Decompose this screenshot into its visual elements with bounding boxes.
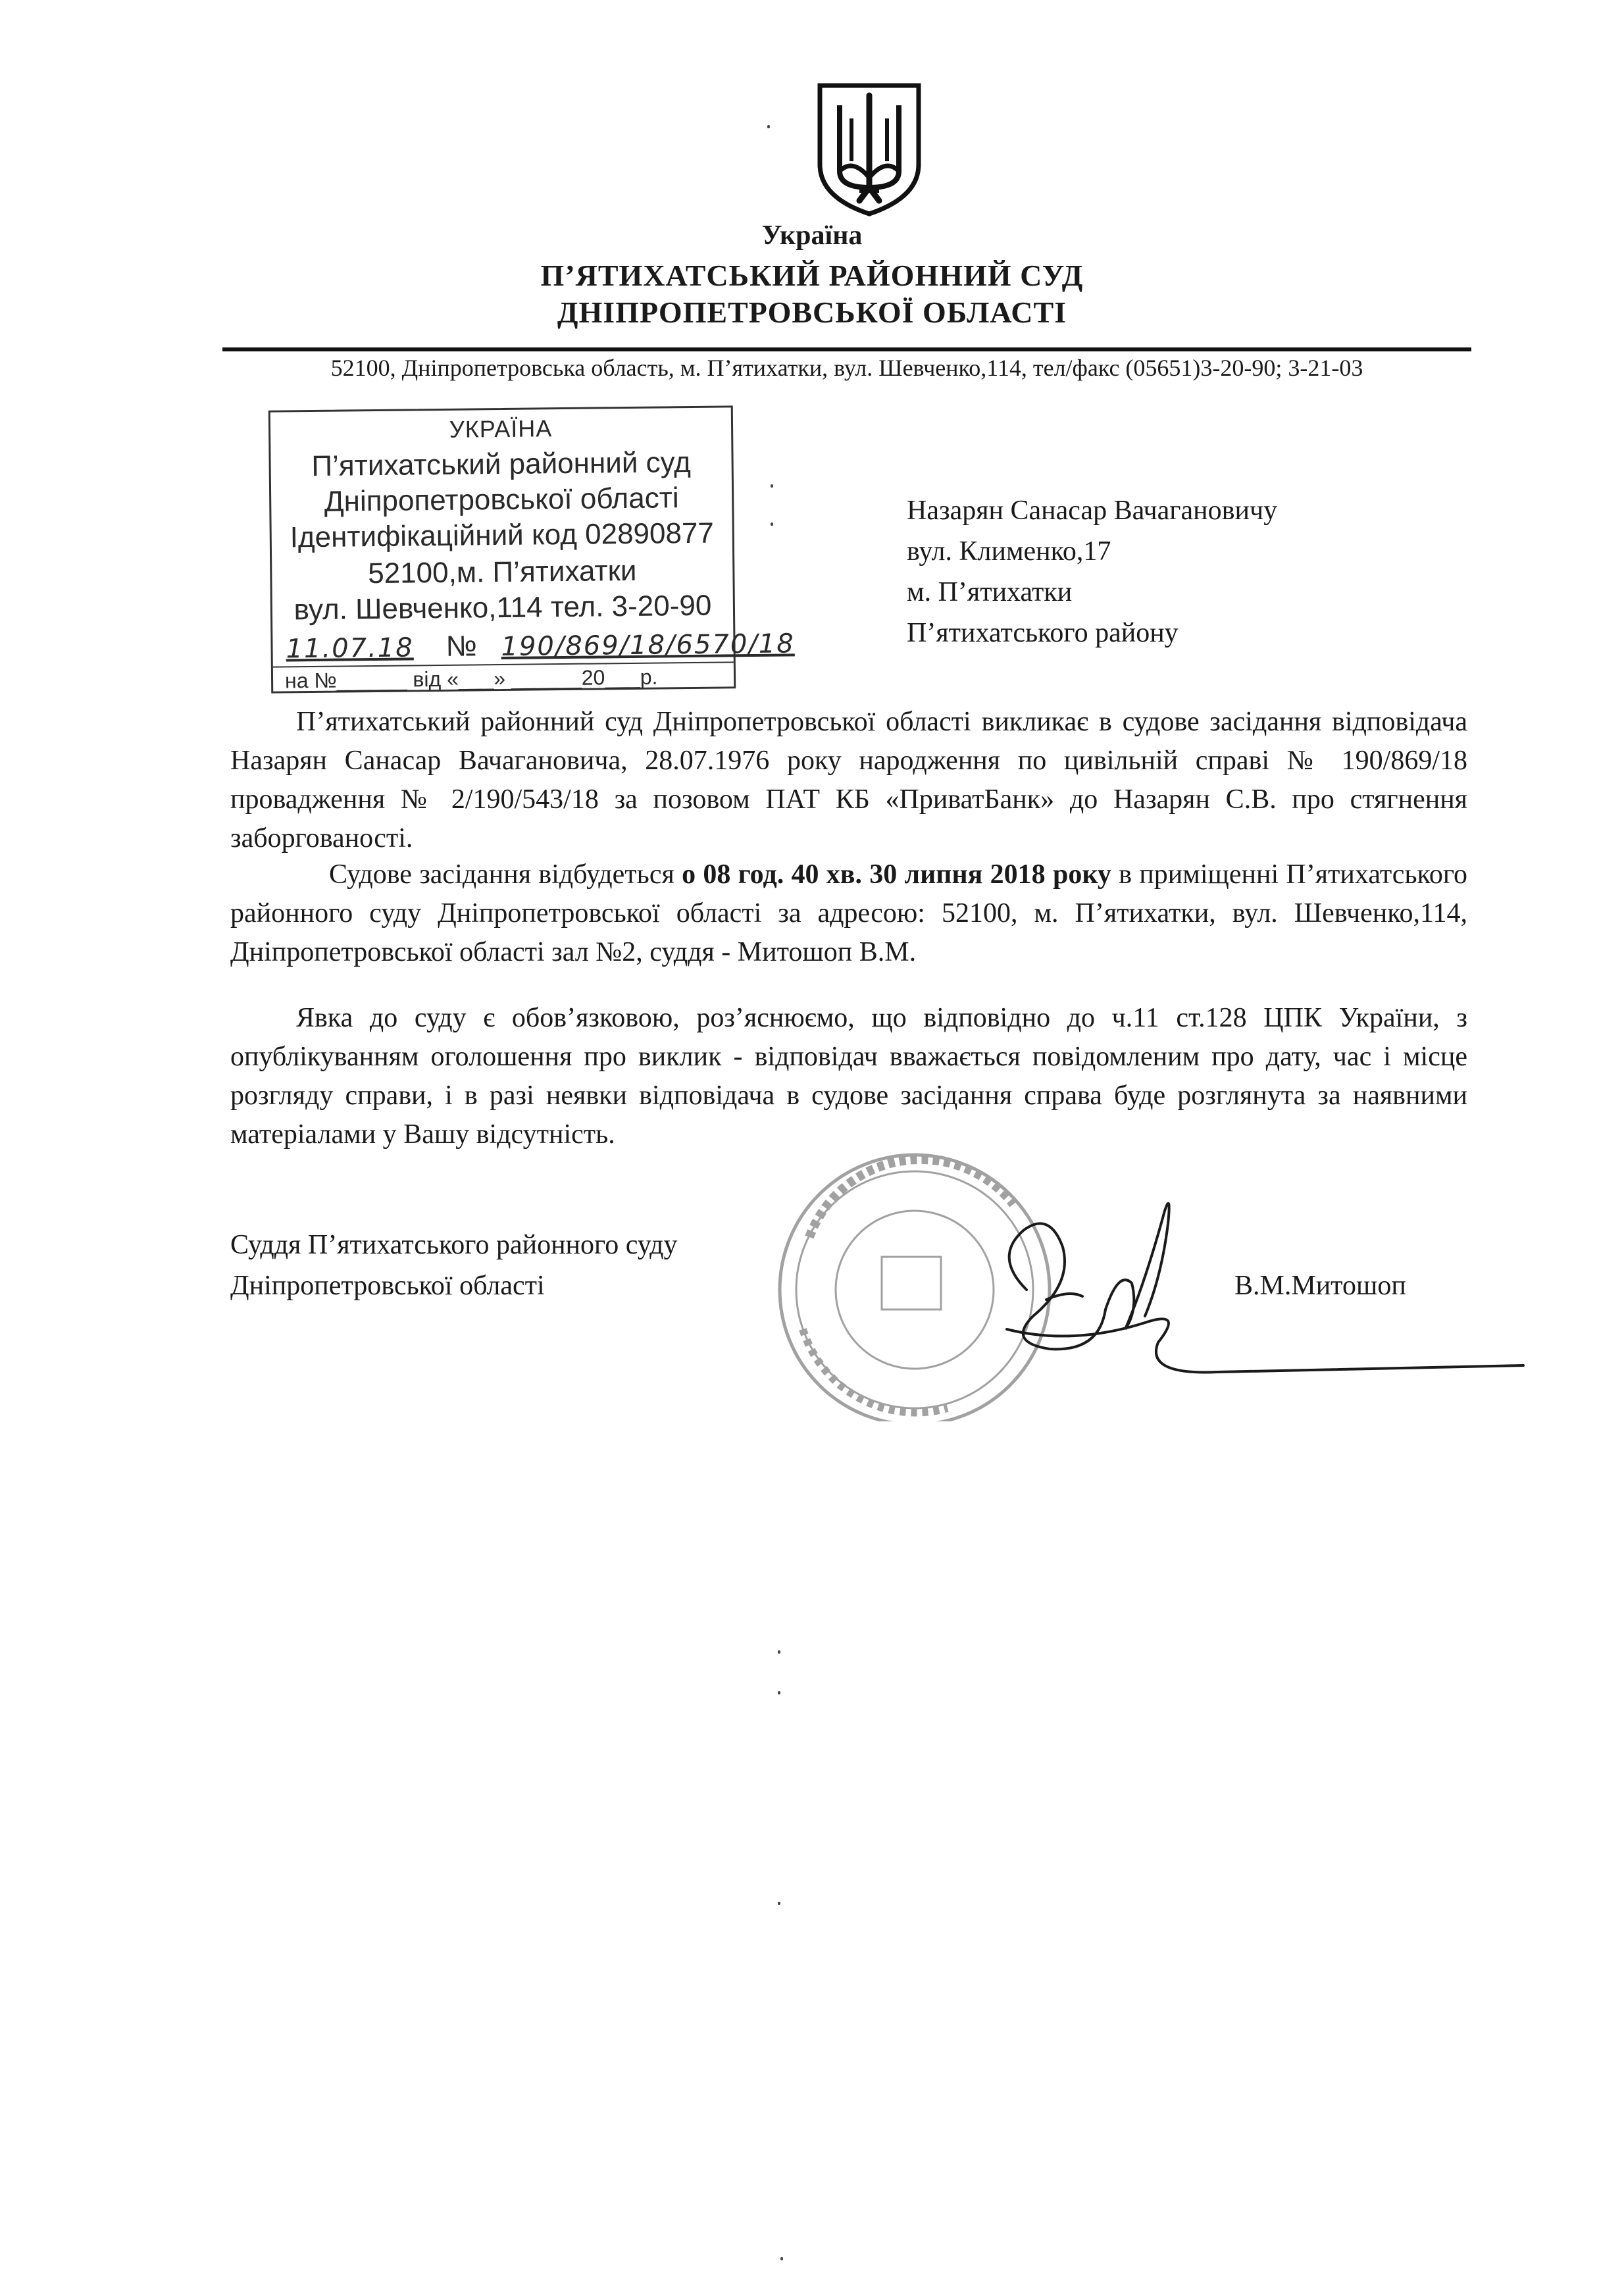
addressee-name: Назарян Санасар Вачагановичу <box>907 496 1278 526</box>
stamp-line: вул. Шевченко,114 тел. 3-20-90 <box>293 589 712 626</box>
stamp-line: П’ятихатський районний суд <box>311 445 692 483</box>
scan-speck <box>778 1691 780 1694</box>
body-paragraph: П’ятихатський районний суд Дніпропетровської області викликає в судове засідання відповідача Назарян Санасар Вачагановича, 28.07.1976 року народження по цивільній справі № 190/869/18 провадження № 2/190/543/18 за позовом ПАТ КБ «ПриватБанк» до Назарян С.В. про стягнення заборгованості. <box>230 707 1467 853</box>
stamp-reg-no-label: № <box>445 630 478 663</box>
stamp-line: УКРАЇНА <box>449 415 553 443</box>
registration-stamp <box>268 405 795 693</box>
header-divider <box>222 347 1471 351</box>
body-paragraph: Явка до суду є обов’язковою, роз’яснюємо, що відповідно до ч.11 ст.128 ЦПК України, з опублікуванням оголошення про виклик - відповідач вважається повідомленим про дату, час і місце розгляду справи, і в разі неявки відповідача в судове засідання справа буде розглянута за наявними матеріалами у Вашу відсутність. <box>230 1003 1467 1150</box>
country-heading: Україна <box>761 220 863 251</box>
hearing-datetime: о 08 год. 40 хв. 30 липня 2018 року <box>682 859 1111 890</box>
stamp-registration-line <box>286 627 795 665</box>
scan-speck <box>780 2257 783 2260</box>
scan-speck <box>767 125 770 128</box>
court-name-line2: ДНІПРОПЕТРОВСЬКОЇ ОБЛАСТІ <box>557 295 1067 329</box>
coat-of-arms-icon <box>813 79 925 217</box>
stamp-line: Дніпропетровської області <box>324 482 679 518</box>
signature-title-line1: Суддя П’ятихатського районного суду <box>230 1230 678 1260</box>
hearing-intro-text: Судове засідання відбудеться <box>329 859 682 890</box>
handwritten-signature <box>908 1184 1527 1402</box>
stamp-reg-date: 11.07.18 <box>286 632 414 665</box>
stamp-reg-number: 190/869/18/6570/18 <box>501 628 795 663</box>
stamp-line: на №______ від «___» ______20___р. <box>284 665 658 693</box>
signature-title-line2: Дніпропетровської області <box>230 1271 545 1301</box>
scan-speck <box>771 484 773 488</box>
scan-speck <box>778 1902 780 1905</box>
addressee-district: П’ятихатського району <box>907 618 1179 648</box>
stamp-line: 52100,м. П’ятихатки <box>367 554 637 590</box>
addressee-street: вул. Клименко,17 <box>907 536 1111 567</box>
addressee-city: м. П’ятихатки <box>907 577 1073 607</box>
scan-speck <box>771 522 773 526</box>
body-paragraph <box>230 855 1467 972</box>
court-name-line1: П’ЯТИХАТСЬКИЙ РАЙОННИЙ СУД <box>540 259 1084 292</box>
hearing-location-text: в приміщенні П’ятихатського районного суду Дніпропетровської області за адресою: 52100, м. П’ятихатки, вул. Шевченко,114, Дніпропетровської області зал №2, суддя - Митошоп В.М. <box>230 859 1468 967</box>
scan-speck <box>778 1650 780 1654</box>
stamp-line: Ідентифікаційний код 02890877 <box>290 517 715 554</box>
signer-name: В.М.Митошоп <box>1234 1271 1406 1301</box>
court-address: 52100, Дніпропетровська область, м. П’ятихатки, вул. Шевченко,114, тел/факс (05651)3-20-90; 3-21-03 <box>330 355 1363 381</box>
